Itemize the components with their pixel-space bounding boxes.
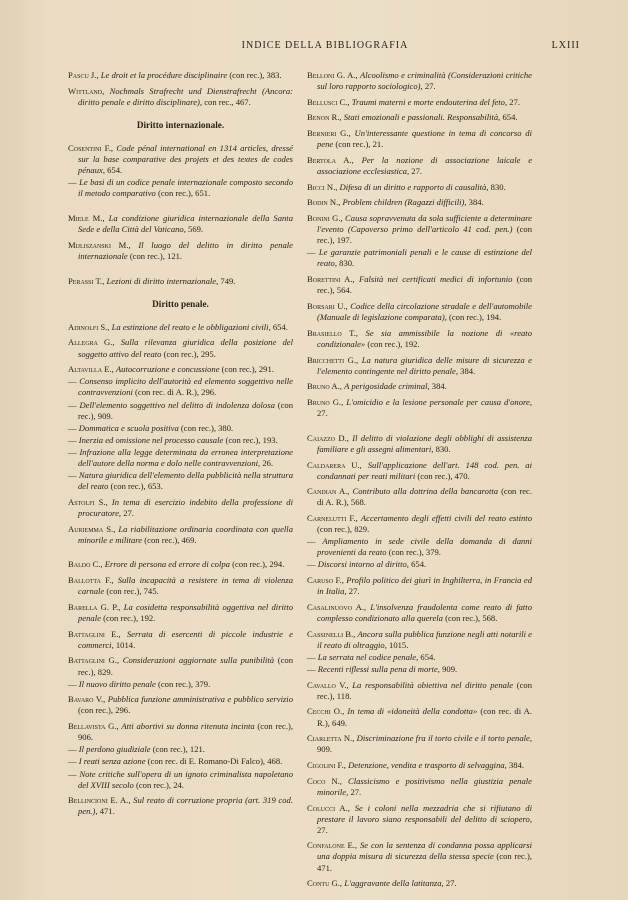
entry-reference: (con rec.), 24. [136,779,184,790]
entry-reference: 830. [490,181,506,192]
bibliography-entry [307,197,532,208]
entry-reference: (con rec.), 194. [449,312,502,323]
bibliography-entry [307,559,532,570]
entry-reference: con rec., 467. [204,96,251,107]
entry-reference: 26. [262,458,274,468]
entry-title: Le droit et la procédure disciplinaire [100,70,228,80]
entry-author: Bellincioni E. A., [68,795,131,806]
entry-reference: (con rec.), 197. [317,224,532,246]
entry-title: Pubblica funzione amministrativa e pubblico servizio [107,694,293,705]
entry-title: Stati emozionali e passionali. Responsabilità, [343,112,501,123]
entry-title: Note critiche sull'opera di un ignoto criminalista napoletano del XVIII secolo [78,768,293,790]
entry-reference: (con rec.), 118. [317,679,532,701]
entry-title: Sulla incapacità a resistere in tema di violenza carnale [78,575,293,597]
entry-title: La condizione giuridica internazionale della Santa Sede e della Città del Vaticano, [78,213,293,235]
entry-title: Inerzia ed omissione nel processo causale [78,434,224,445]
entry-author: Coco N., [307,775,342,786]
entry-reference: 27. [350,786,362,797]
bibliography-entry [307,733,532,755]
entry-reference: 1014. [115,639,136,650]
entry-title: Per la nozione di associazione laicale e associazione ecclesiastica, [317,154,533,177]
entry-reference: 654. [107,165,123,176]
bibliography-entry [307,706,532,728]
entry-author: Carnelutti F., [307,513,358,524]
bibliography-entry [307,680,532,702]
entry-reference: 27. [411,166,423,177]
entry-title: Considerazioni aggiornate sulla punibilità [122,655,275,666]
entry-title: Consenso implicito dell'autorità ed elemento soggettivo nelle contravvenzioni [78,376,293,398]
bibliography-entry [307,575,532,597]
entry-title: L'insolvenza fraudolenta come reato di fatto complesso condizionato alla querela [317,601,532,624]
entry-author: Casalinuovo A., [307,601,367,612]
entry-title: Natura giuridica dell'elemento della pubblicità nella struttura del reato [78,470,293,492]
entry-author: Borettini A., [307,274,355,285]
bibliography-entry [307,629,532,651]
bibliography-entry [307,355,532,377]
entry-title: Se con la sentenza di condanna possa applicarsi una doppia misura di sicurezza della stessa specie [317,840,532,862]
bibliography-entry [307,803,532,836]
entry-author: Barella G. P., [68,601,121,612]
entry-author: Confalone E., [307,840,358,851]
entry-reference: (con rec.), 192. [367,338,420,349]
entry-author: Cigolini F., [307,760,346,771]
entry-author: Caiazzo D., [307,432,349,443]
entry-author: — [68,434,77,445]
bibliography-entry [68,744,293,755]
bibliography-entry [68,143,293,176]
entry-title: Dell'elemento soggettivo nel delitto di indolenza dolosa [79,399,275,410]
bibliography-entry [68,524,293,546]
entry-reference: 384. [508,760,525,771]
entry-author: Miele M., [68,213,105,224]
entry-author: Bonini G., [307,213,343,224]
entry-reference: 654. [420,651,436,662]
entry-author: — [307,247,316,258]
entry-reference: 384. [460,365,476,376]
bibliography-entry [307,301,532,323]
entry-title: Il nuovo diritto penale [78,678,156,689]
entry-author: — [68,470,77,481]
bibliography-entry [307,381,532,392]
bibliography-entry [307,760,532,771]
entry-title: Se i coloni nella mezzadria che si rifiutano di prestare il lavoro siano responsabili del delitto di sciopero, [317,802,532,824]
entry-author: Bricchetti G., [307,354,359,365]
entry-title: Falsità nei certificati medici di infortunio [358,274,513,285]
entry-author: — [68,177,77,188]
entry-author: — [68,376,77,387]
entry-author: Pascu J., [68,70,99,80]
bibliography-entry [68,497,293,519]
bibliography-entry [307,213,532,246]
entry-author: Wittland, [68,85,105,96]
entry-reference: 27. [123,507,134,518]
entry-reference: 27. [348,586,360,597]
entry-reference: (con rec.), 121. [129,250,183,261]
entry-title: A perigosidade criminal, [344,381,430,392]
bibliography-entry [68,400,293,422]
entry-reference: (con rec.), 909. [78,399,293,421]
entry-reference: (con rec.), 906. [78,721,294,743]
entry-title: Problem children (Ragazzi difficili), [342,197,467,208]
entry-author: — [68,756,77,767]
entry-reference: (con rec.), 653. [110,481,163,492]
entry-author: Bavaro V., [68,694,106,705]
entry-title: Il delitto di violazione degli obblighi di assistenza familiare e gli assegni alimentari, [317,432,533,454]
entry-title: Infrazione alla legge determinata da erronea interpretazione dell'autore della norma e dolo nelle contravvenzioni, [78,446,293,468]
entry-reference: (con rec.), 296. [78,705,131,716]
bibliography-entry [307,664,532,675]
bibliography-entry [307,70,532,92]
entry-author: Bruno A., [307,381,342,392]
section-heading: Diritto internazionale. [136,119,225,130]
entry-author: Mijliszanski M., [68,239,131,250]
entry-title: I reati senza azione [78,756,146,767]
bibliography-entry [68,276,293,287]
entry-reference: 471. [99,806,115,817]
entry-author: Colucci A., [307,802,350,813]
entry-title: Causa sopravvenuta da sola sufficiente a determinare l'evento (Capoverso primo dell'articolo 41 cod. pen.) [317,213,532,235]
entry-reference: (con rec.), 651. [157,188,211,199]
entry-reference: (con rec.), 383. [229,70,282,80]
entry-title: Atti abortivi su donna ritenuta incinta [121,721,255,732]
entry-author: Caruso F., [307,575,344,586]
entry-title: Sull'applicazione dell'art. 148 cod. pen. ai condannati per reati militari [317,459,532,481]
entry-reference: 749. [220,275,236,286]
entry-title: Ampliamento in sede civile della domanda di danni provenienti da reato [317,536,532,558]
entry-title: Sulla rilevanza giuridica della posizione del soggetto attivo del reato [78,337,293,359]
entry-author: Baldo C., [68,559,103,570]
entry-reference: (con rec.), 829. [78,655,293,677]
entry-title: In tema di esercizio indebito della professione di procuratore, [78,496,293,518]
entry-title: La natura giuridica delle misure di sicurezza e l'elemento contingente nel diritto penale, [317,354,532,376]
entry-reference: (con rec.), 568. [445,613,498,624]
bibliography-entry [68,423,293,434]
bibliography-entry [307,536,532,558]
bibliography-entry [307,328,532,350]
entry-author: Caldarera U., [307,459,362,470]
bibliography-entry [68,364,293,375]
bibliography-entry [307,274,532,296]
entry-author: — [307,559,316,570]
entry-reference: (con rec. di E. Romano-Di Falco), 468. [147,756,283,767]
running-title: INDICE DELLA BIBLIOGRAFIA [241,40,409,51]
entry-reference: 27. [317,824,328,835]
entry-author: Ballotta F., [68,575,114,586]
entry-title: La riabilitazione ordinaria coordinata con quella minorile e militare [78,523,293,545]
entry-reference: (con rec.), 21. [335,139,384,150]
entry-title: Codice della circolazione stradale e dell'automobile (Manuale di legislazione comparata), [317,300,532,323]
entry-title: In tema di «idoneità della condotta» [347,706,478,717]
entry-author: Bernieri G., [307,128,351,139]
entry-title: Profilo politico dei giurì in Inghilterra, in Francia ed in Italia, [317,575,532,597]
entry-author: Astolfi S., [68,496,108,507]
entry-author: Adinolfi S., [68,321,110,332]
entry-reference: 27. [424,81,436,92]
entry-author: Belloni G. A., [307,70,358,80]
entry-title: Nochmals Strafrecht und Dienstrafrecht (Ancora: diritto penale e diritto disciplinare), [78,85,293,107]
entry-reference: (con rec.), 471. [317,851,532,873]
section-heading: Diritto penale. [152,298,209,309]
bibliography-entry [307,155,532,177]
entry-reference: (con rec.), 192. [103,613,156,623]
bibliography-entry [307,878,532,889]
entry-reference: 27. [445,878,457,889]
entry-author: — [307,536,316,547]
entry-title: La cosidetta responsabilità oggettiva nel diritto penale [78,601,293,623]
entry-author: Auriemma S., [68,523,116,534]
right-column [307,70,532,894]
entry-title: Alcoolismo e criminalità (Considerazioni critiche sul loro rapporto sociologico), [317,70,532,92]
entry-author: Allegra G., [68,337,115,348]
bibliography-entry [307,247,532,269]
bibliography-entry [68,559,293,570]
bibliography-entry [68,679,293,690]
entry-reference: (con rec.), 379. [158,678,211,689]
entry-author: — [68,446,77,457]
entry-author: Bodin N., [307,197,341,208]
entry-title: Le basi di un codice penale internazionale composto secondo il metodo comparativo [78,177,294,199]
bibliography-entry [307,513,532,535]
entry-author: Brasiello T., [307,327,358,338]
entry-reference: 27. [317,408,328,419]
running-header [70,40,580,54]
spacer [68,267,293,276]
page-number: LXIII [551,40,580,51]
entry-reference: 830. [339,258,355,269]
entry-title: La estinzione del reato e le obbligazioni civili, [111,321,271,332]
entry-author: Borsari U., [307,300,348,311]
entry-reference: 384. [468,197,484,208]
entry-title: Code pénal international en 1314 articles, dressé sur la base comparative des projets et des textes de codes pénaux, [78,142,293,176]
bibliography-entry [68,70,293,81]
bibliography-entry [307,128,532,150]
entry-reference: 654. [502,112,518,123]
bibliography-entry [68,86,293,108]
entry-title: Un'interessante questione in tema di concorso di pene [317,128,532,150]
bibliography-entry [68,721,293,743]
entry-reference: 654. [272,321,288,332]
bibliography-entry [68,213,293,235]
entry-title: Serrata di esercenti di piccole industrie e commerci, [78,628,293,650]
entry-reference: (con rec.), 291. [221,364,274,375]
entry-reference: (con rec. di A. R.), 568. [317,486,533,508]
entry-reference: (con rec.), 295. [163,348,216,359]
bibliography-entry [68,435,293,446]
bibliography-entry [307,602,532,624]
entry-author: Bruno G., [307,396,344,407]
entry-title: Accertamento degli effetti civili del reato estinto [360,513,532,524]
entry-reference: (con rec. di A. R.), 296. [135,387,217,398]
entry-reference: (con rec.), 564. [317,274,532,296]
entry-title: Le garanzie patrimoniali penali e le cause di estinzione del reato, [317,247,532,269]
entry-author: Benon R., [307,112,342,123]
bibliography-entry [307,776,532,798]
entry-author: — [68,678,77,689]
entry-reference: 909. [442,664,458,674]
entry-reference: (con rec.), 379. [388,547,441,558]
entry-title: La serrata nel codice penale, [317,651,419,662]
entry-title: Discorsi intorno al diritto, [317,559,409,570]
entry-title: Sul reato di corruzione propria (art. 319 cod. pen.), [78,795,293,817]
entry-reference: (con rec.), 121. [152,744,205,755]
entry-title: Errore di persona ed errore di colpa [104,559,230,570]
entry-author: Cassinelli B., [307,628,356,639]
entry-author: Bellavista G., [68,721,119,732]
entry-title: La responsabilità obiettiva nel diritto penale [352,679,514,690]
entry-author: — [68,768,77,779]
entry-author: Bellusci C., [307,96,350,107]
entry-title: Lezioni di diritto internazionale, [106,275,219,286]
bibliography-entry [68,769,293,791]
bibliography-entry [307,486,532,508]
bibliography-entry [68,240,293,262]
entry-title: L'omicidio e la lesione personale per causa d'onore, [346,396,532,407]
entry-reference: 569. [188,224,204,235]
bibliography-entry [307,112,532,123]
entry-author: Battaglini E., [68,628,121,639]
entry-reference: 27. [509,96,521,107]
entry-title: Classicismo e positivismo nella giustizia penale minorile, [317,775,532,797]
bibliography-entry [68,322,293,333]
entry-reference: (con rec.), 829. [317,524,370,535]
entry-title: Dommatica e scuola positiva [78,422,179,433]
entry-reference: (con rec.), 193. [225,434,278,445]
entry-title: Contributo alla dottrina della bancarotta [352,486,499,497]
entry-author: Cecchi O., [307,706,345,717]
entry-reference: (con rec.), 469. [144,534,197,545]
entry-title: Ancora sulla pubblica funzione negli atti notarili e il reato di oltraggio, [317,628,532,650]
bibliography-entry [68,447,293,469]
entry-title: Recenti riflessi sulla pena di morte, [317,664,440,674]
entry-reference: (con rec. di A. R.), 649. [317,706,533,728]
entry-reference: 909. [317,744,333,755]
entry-reference: (con rec.), 380. [180,422,234,433]
bibliography-entry [68,795,293,817]
bibliography-entry [68,376,293,398]
entry-title: Il perdono giudiziale [78,744,151,755]
bibliography-entry [68,470,293,492]
entry-author: — [68,399,77,410]
entry-reference: (con rec.), 745. [106,586,159,597]
entry-author: Bicci N., [307,181,338,192]
entry-author: Perassi T., [68,275,105,286]
entry-reference: 830. [435,443,451,454]
bibliography-entry [307,97,532,108]
entry-reference: 1015. [389,639,409,650]
entry-reference: 654. [411,559,427,570]
entry-author: — [68,744,77,755]
entry-author: Battaglini G., [68,655,120,666]
entry-author: Contu G., [307,878,343,889]
bibliography-entry [68,575,293,597]
bibliography-entry [307,460,532,482]
entry-title: Difesa di un diritto e rapporto di causalità, [339,181,489,192]
entry-author: Cavallo V., [307,679,349,690]
entry-reference: 384. [431,381,447,392]
bibliography-entry [307,652,532,663]
bibliography-entry [68,337,293,359]
entry-reference: (con rec.), 470. [417,470,470,481]
spacer [307,424,532,433]
entry-author: Cosentini F., [68,142,114,153]
entry-author: — [68,422,77,433]
entry-author: Candian A., [307,486,350,497]
entry-title: Autocorruzione e concussione [115,364,220,375]
spacer [68,550,293,559]
bibliography-entry [307,182,532,193]
bibliography-entry [68,602,293,624]
bibliography-entry [68,629,293,651]
bibliography-entry [68,177,293,199]
entry-title: Detenzione, vendita e trasporto di selvaggina, [348,760,507,771]
entry-title: Il luogo del delitto in diritto penale internazionale [78,239,293,261]
bibliography-entry [307,433,532,455]
entry-reference: (con rec.), 294. [232,559,285,570]
entry-author: — [307,651,316,662]
bibliography-entry [68,655,293,677]
entry-title: Se sia ammissibile la nozione di «reato condizionale» [317,327,532,349]
entry-author: Ciarletta N., [307,733,355,744]
left-column [68,70,293,822]
entry-title: Discriminazione fra il torto civile e il torto penale, [356,733,532,744]
entry-author: Altavilla E., [68,364,114,375]
bibliography-entry [307,840,532,873]
bibliography-entry [68,756,293,767]
spacer [68,204,293,213]
bibliography-entry [68,694,293,716]
entry-author: Bertola A., [307,154,354,165]
entry-author: — [307,664,316,674]
bibliography-entry [307,397,532,419]
entry-title: L'aggravante della latitanza, [344,878,444,889]
entry-title: Traumi materni e morte endouterina del feto, [351,96,508,107]
